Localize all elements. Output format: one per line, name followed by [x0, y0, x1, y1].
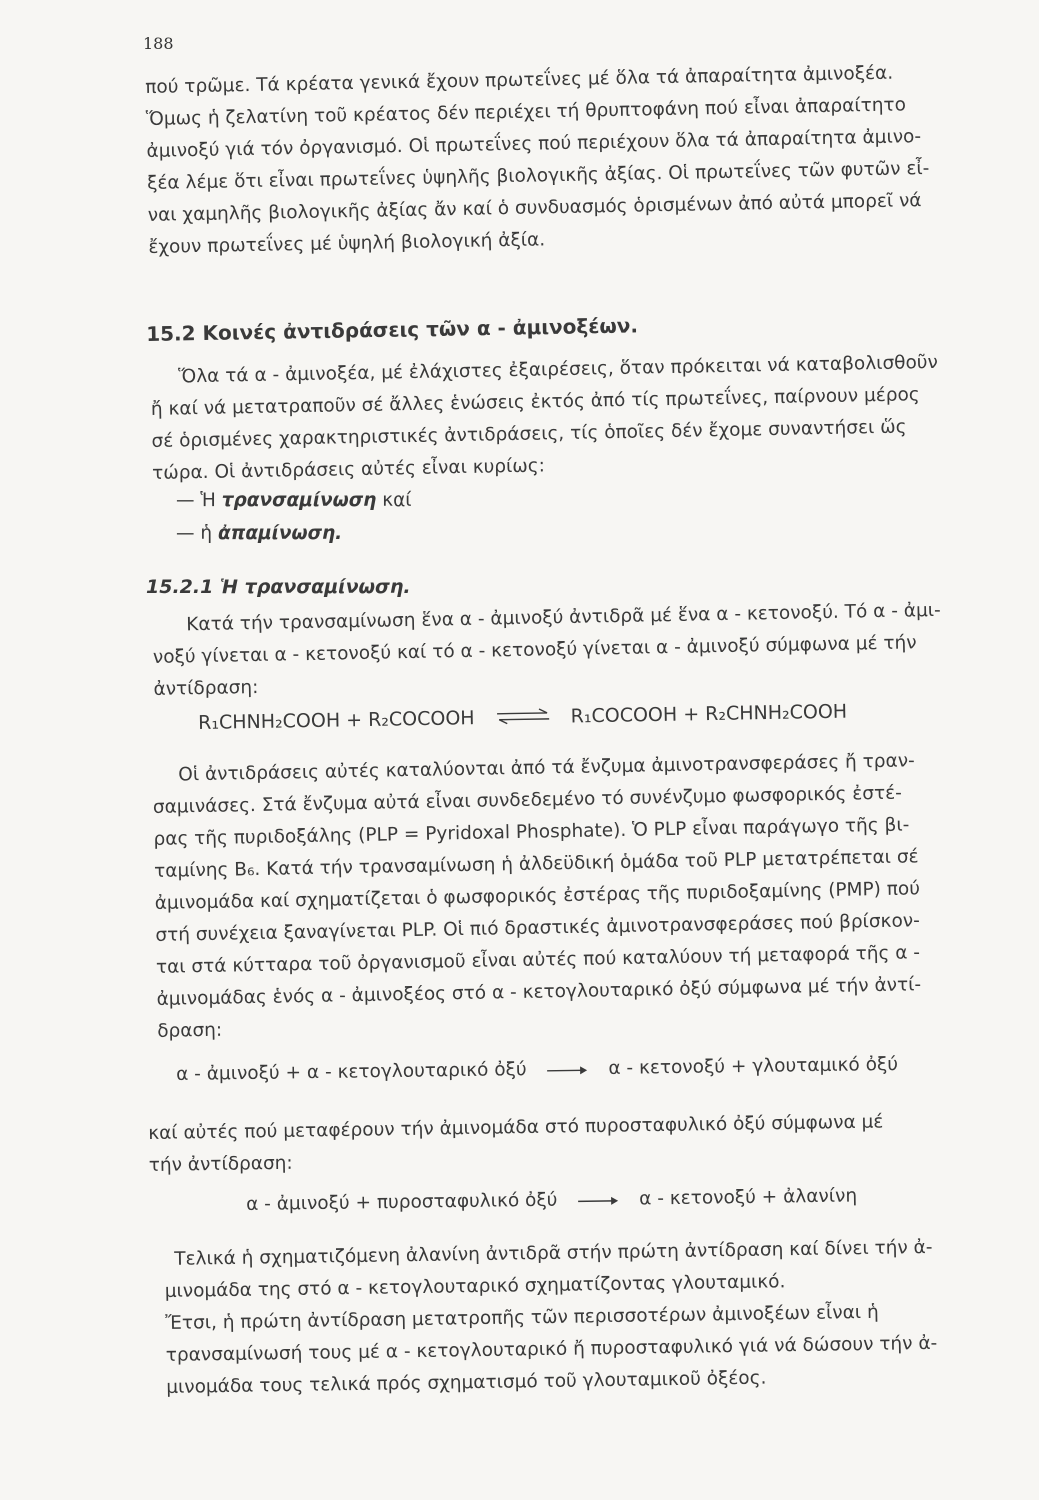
right-arrow-icon: [577, 1189, 619, 1211]
equation-alanine: [246, 1185, 857, 1215]
text-line: ἔχουν πρωτεΐνες μέ ὑψηλή βιολογική ἀξία.: [148, 229, 546, 258]
equation-right: α - κετονοξύ + ἀλανίνη: [639, 1185, 858, 1210]
text-line: Κατά τήν τρανσαμίνωση ἕνα α - ἀμινοξύ ἀντιδρᾶ μέ ἕνα α - κετονοξύ. Τό α - ἀμι-: [186, 599, 941, 636]
text-line: στή συνέχεια ξαναγίνεται PLP. Οἱ πιό δραστικές ἀμινοτρανσφεράσες πού βρίσκον-: [155, 910, 920, 946]
section-heading: 15.2 Κοινές ἀντιδράσεις τῶν α - ἀμινοξέων.: [146, 313, 639, 346]
equation-glutamate: [176, 1054, 898, 1086]
text-line: Ὅμως ἡ ζελατίνη τοῦ κρέατος δέν περιέχει τή θρυπτοφάνη πού εἶναι ἀπαραίτητο: [145, 94, 907, 130]
text-line: ρας τῆς πυριδοξάλης (PLP = Pyridoxal Phosphate). Ὁ PLP εἶναι παράγωγο τῆς βι-: [153, 814, 910, 850]
equation-right: R₁COCOOH + R₂CHNH₂COOH: [570, 700, 848, 728]
subsection-paragraph-2: [152, 745, 923, 1048]
text-line: σέ ὁρισμένες χαρακτηριστικές ἀντιδράσεις, τίς ὁποῖες δέν ἔχομε συναντήσει ὥς: [151, 416, 907, 452]
text-line: ταμίνης B₆. Κατά τήν τρανσαμίνωση ἡ ἀλδεϋδική ὁμάδα τοῦ PLP μετατρέπεται σέ: [153, 846, 919, 882]
equation-left: R₁CHNH₂COOH + R₂COCOOH: [198, 707, 475, 734]
intro-paragraph: [145, 57, 931, 264]
text-line: ται στά κύτταρα τοῦ ὀργανισμοῦ εἶναι αὐτές πού καταλύουν τή μεταφορά τῆς α -: [155, 942, 921, 978]
text-line: Οἱ ἀντιδράσεις αὐτές καταλύονται ἀπό τά ἔνζυμα ἀμινοτρανσφεράσες ἤ τραν-: [178, 750, 915, 786]
text-line: μινομάδα της στό α - κετογλουταρικό σχηματίζοντας γλουταμικό.: [164, 1271, 786, 1302]
equation-right: α - κετονοξύ + γλουταμικό ὀξύ: [608, 1053, 899, 1079]
text-line: μινομάδα τους τελικά πρός σχηματισμό τοῦ γλουταμικοῦ ὀξέος.: [166, 1367, 767, 1398]
text-line: Ὅλα τά α - ἀμινοξέα, μέ ἐλάχιστες ἐξαιρέσεις, ὅταν πρόκειται νά καταβολισθοῦν: [178, 351, 939, 388]
subsection-heading: 15.2.1 Ἡ τρανσαμίνωση.: [146, 576, 411, 598]
list-item: — Ἡ τρανσαμίνωση καί: [176, 490, 412, 511]
closing-paragraph: [164, 1232, 938, 1404]
equation-transamination: [198, 701, 847, 735]
text-line: ἀμινομάδας ἑνός α - ἀμινοξέος στό α - κετογλουταρικό ὀξύ σύμφωνα μέ τήν ἀντί-: [156, 974, 922, 1010]
text-line: νοξύ γίνεται α - κετονοξύ καί τό α - κετονοξύ γίνεται α - ἀμινοξύ σύμφωνα μέ τήν: [152, 632, 917, 668]
text-line: σαμινάσες. Στά ἔνζυμα αὐτά εἶναι συνδεδεμένο τό συνένζυμο φωσφορικός ἐστέ-: [152, 782, 903, 818]
text-line: τώρα. Οἱ ἀντιδράσεις αὐτές εἶναι κυρίως:: [151, 455, 546, 484]
text-line: τρανσαμίνωσή τους μέ α - κετογλουταρικό ἤ πυροσταφυλικό γιά νά δώσουν τήν ἀ-: [165, 1332, 938, 1366]
text-line: ἀντίδραση:: [153, 676, 259, 700]
right-arrow-icon: [546, 1059, 588, 1081]
text-line: ναι χαμηλῆς βιολογικῆς ἀξίας ἄν καί ὁ συνδυασμός ὁρισμένων ἀπό αὐτά μπορεῖ νά: [147, 190, 922, 226]
section-paragraph: [150, 347, 940, 490]
text-line: Ἔτσι, ἡ πρώτη ἀντίδραση μετατροπῆς τῶν περισσοτέρων ἀμινοξέων εἶναι ἡ: [165, 1301, 879, 1334]
text-line: πού τρῶμε. Τά κρέατα γενικά ἔχουν πρωτεΐνες μέ ὅλα τά ἀπαραίτητα ἀμινοξέα.: [145, 62, 894, 98]
subsection-paragraph-1: [152, 595, 942, 706]
text-line: ἀμινομάδα καί σχηματίζεται ὁ φωσφορικός ἐστέρας τῆς πυριδοξαμίνης (PMP) πού: [154, 878, 921, 914]
page-number: 188: [143, 34, 174, 53]
subsection-paragraph-3: [148, 1106, 884, 1182]
term-deamination: ἀπαμίνωση.: [218, 523, 343, 544]
equation-left: α - ἀμινοξύ + α - κετογλουταρικό ὀξύ: [176, 1059, 527, 1085]
list-item: — ἡ ἀπαμίνωση.: [176, 523, 343, 544]
text-line: ἀμινοξύ γιά τόν ὀργανισμό. Οἱ πρωτεΐνες πού περιέχουν ὅλα τά ἀπαραίτητα ἀμινο-: [146, 126, 922, 162]
text-line: τήν ἀντίδραση:: [148, 1152, 293, 1176]
text-line: ἤ καί νά μετατραποῦν σέ ἄλλες ἑνώσεις ἐκτός ἀπό τίς πρωτεΐνες, παίρνουν μέρος: [150, 384, 920, 420]
text-line: δραση:: [157, 1019, 223, 1042]
text-line: καί αὐτές πού μεταφέρουν τήν ἀμινομάδα στό πυροσταφυλικό ὀξύ σύμφωνα μέ: [148, 1111, 884, 1144]
text-line: ξέα λέμε ὅτι εἶναι πρωτεΐνες ὑψηλῆς βιολογικῆς ἀξίας. Οἱ πρωτεΐνες τῶν φυτῶν εἶ-: [146, 157, 930, 194]
equation-left: α - ἀμινοξύ + πυροσταφυλικό ὀξύ: [246, 1189, 558, 1215]
term-transamination: τρανσαμίνωση: [221, 490, 377, 511]
equilibrium-arrow-icon: [494, 706, 550, 729]
text-line: Τελικά ἡ σχηματιζόμενη ἀλανίνη ἀντιδρᾶ στήν πρώτη ἀντίδραση καί δίνει τήν ἀ-: [174, 1236, 933, 1270]
